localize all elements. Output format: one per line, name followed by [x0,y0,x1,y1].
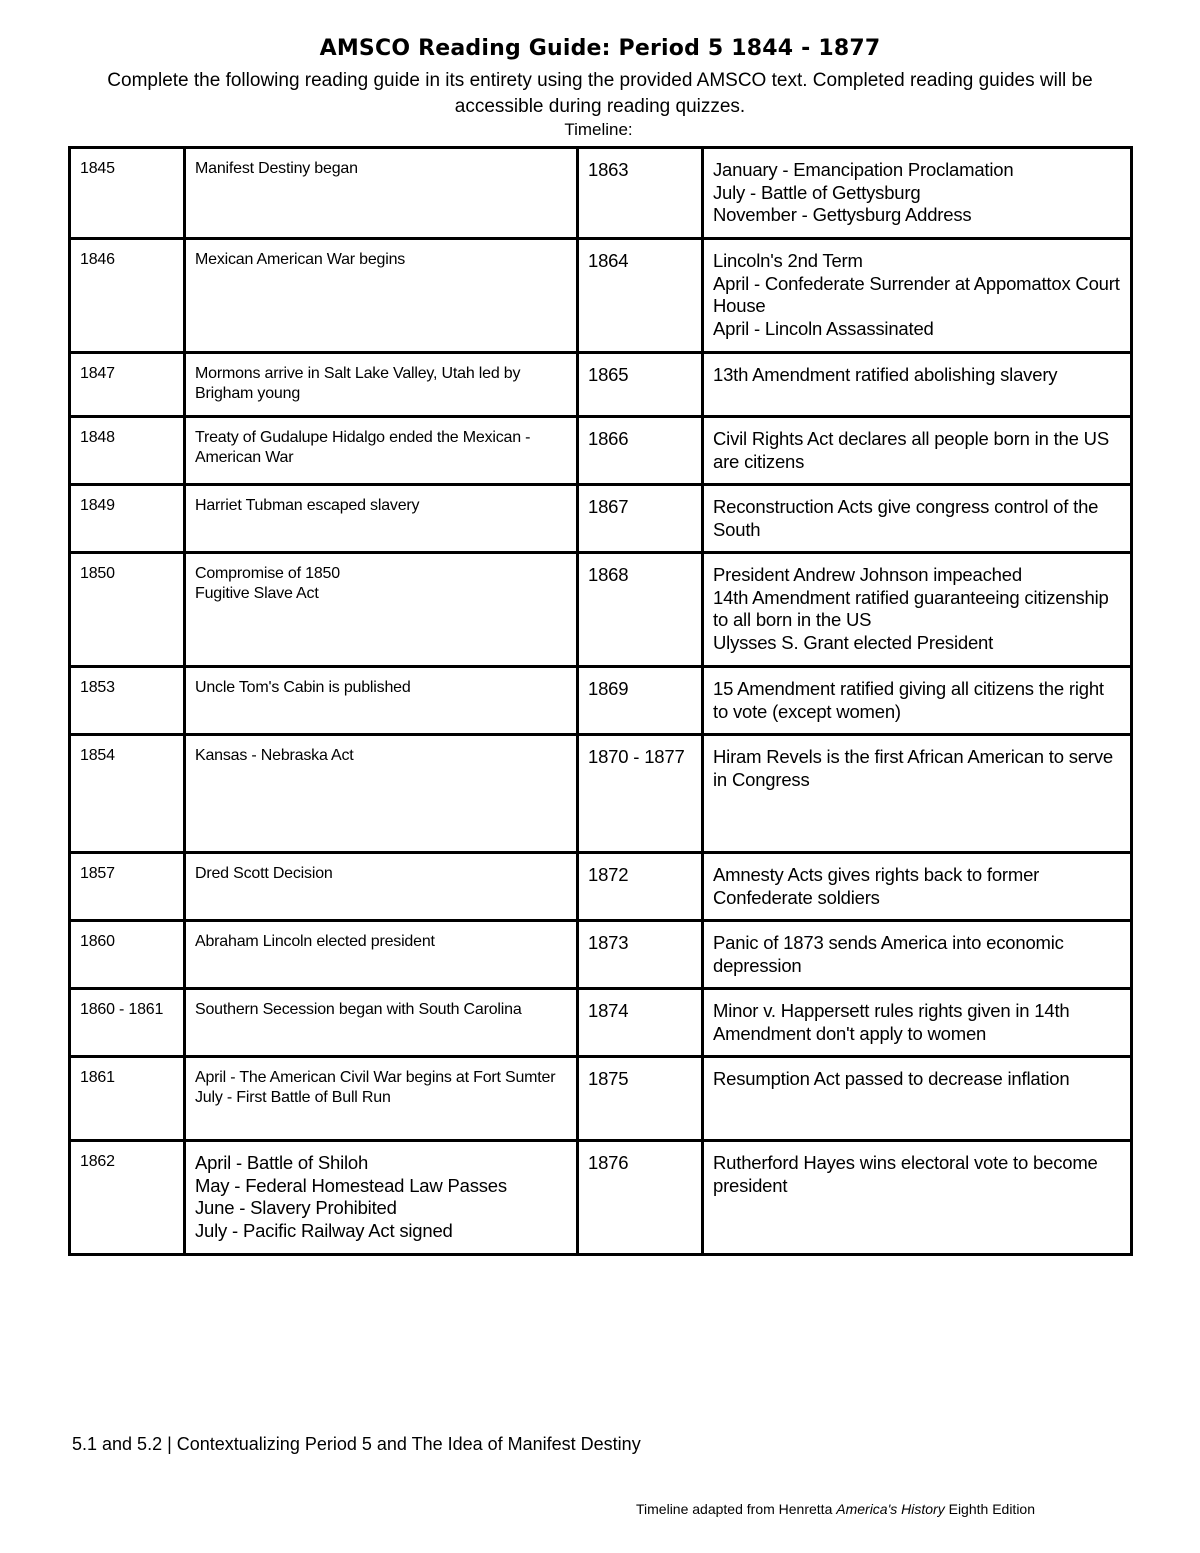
right-year-cell: 1866 [578,417,703,485]
timeline-row [70,921,1132,989]
left-events-cell [185,553,578,667]
timeline-row [70,485,1132,553]
left-year-cell: 1853 [70,667,185,735]
event-line: July - First Battle of Bull Run [195,1089,391,1106]
timeline-label: Timeline: [564,120,633,139]
event-line: Mexican American War begins [195,251,406,268]
timeline-credit [636,1501,1035,1517]
event-line: April - Confederate Surrender at Appomattox Court House [713,272,1125,316]
left-year-cell: 1860 [70,921,185,989]
right-events-cell [703,553,1132,667]
left-events-cell [185,921,578,989]
right-events-cell [703,1141,1132,1255]
right-year-cell: 1874 [578,989,703,1057]
right-events-cell [703,148,1132,239]
right-events-cell [703,353,1132,417]
event-line: June - Slavery Prohibited [195,1197,397,1218]
event-line: Minor v. Happersett rules rights given in 14th Amendment don't apply to women [713,1000,1074,1044]
right-year-cell: 1876 [578,1141,703,1255]
credit-book-title: America's History [836,1501,945,1517]
timeline-table [68,146,1133,1256]
right-year-cell: 1869 [578,667,703,735]
event-line: Resumption Act passed to decrease inflation [713,1068,1070,1089]
left-events-cell [185,485,578,553]
timeline-row [70,1141,1132,1255]
right-events-cell [703,921,1132,989]
right-year-cell: 1864 [578,239,703,353]
left-events-cell [185,667,578,735]
section-heading: 5.1 and 5.2 | Contextualizing Period 5 and The Idea of Manifest Destiny [72,1434,641,1454]
right-events-cell [703,989,1132,1057]
left-events-cell [185,989,578,1057]
timeline-row [70,148,1132,239]
right-year-cell: 1873 [578,921,703,989]
left-events-cell [185,417,578,485]
right-year-cell: 1868 [578,553,703,667]
event-line: 13th Amendment ratified abolishing slavery [713,364,1058,385]
instructions-text: Complete the following reading guide in its entirety using the provided AMSCO text. Completed reading guides will be accessible during reading quizzes. [107,70,1093,117]
event-line: Rutherford Hayes wins electoral vote to become president [713,1152,1103,1196]
event-line: April - Battle of Shiloh [195,1152,369,1173]
event-line: Dred Scott Decision [195,865,333,882]
event-line: Uncle Tom's Cabin is published [195,679,411,696]
event-line: 14th Amendment ratified guaranteeing citizenship to all born in the US [713,586,1114,630]
timeline-row [70,1057,1132,1141]
event-line: Fugitive Slave Act [195,585,319,602]
left-year-cell: 1862 [70,1141,185,1255]
event-line: July - Battle of Gettysburg [713,181,921,203]
right-year-cell: 1867 [578,485,703,553]
credit-prefix: Timeline adapted from Henretta [636,1501,837,1517]
event-line: April - The American Civil War begins at Fort Sumter [195,1069,556,1086]
event-line: July - Pacific Railway Act signed [195,1219,453,1241]
timeline-body [70,148,1132,1255]
left-year-cell: 1849 [70,485,185,553]
left-events-cell [185,239,578,353]
right-year-cell: 1872 [578,853,703,921]
left-year-cell: 1846 [70,239,185,353]
event-line: Reconstruction Acts give congress control of the South [713,496,1104,540]
credit-suffix: Eighth Edition [944,1501,1036,1517]
left-year-cell: 1860 - 1861 [70,989,185,1057]
event-line: Lincoln's 2nd Term [713,250,863,271]
event-line: Kansas - Nebraska Act [195,747,354,764]
right-events-cell [703,485,1132,553]
left-events-cell [185,353,578,417]
event-line: January - Emancipation Proclamation [713,159,1014,180]
event-line: Amnesty Acts gives rights back to former Confederate soldiers [713,864,1045,908]
left-year-cell: 1850 [70,553,185,667]
event-line: Abraham Lincoln elected president [195,933,435,950]
left-events-cell [185,148,578,239]
timeline-row [70,989,1132,1057]
timeline-row [70,239,1132,353]
event-line: 15 Amendment ratified giving all citizens the right to vote (except women) [713,678,1109,722]
timeline-row [70,667,1132,735]
left-year-cell: 1847 [70,353,185,417]
right-year-cell: 1875 [578,1057,703,1141]
right-events-cell [703,239,1132,353]
timeline-row [70,735,1132,853]
timeline-row [70,417,1132,485]
event-line: November - Gettysburg Address [713,204,972,225]
right-year-cell: 1865 [578,353,703,417]
right-year-cell: 1870 - 1877 [578,735,703,853]
left-year-cell: 1845 [70,148,185,239]
right-events-cell [703,735,1132,853]
event-line: Hiram Revels is the first African American to serve in Congress [713,746,1118,790]
right-events-cell [703,417,1132,485]
event-line: Civil Rights Act declares all people born in the US are citizens [713,428,1114,472]
event-line: President Andrew Johnson impeached [713,564,1022,585]
event-line: April - Lincoln Assassinated [713,317,934,339]
left-year-cell: 1854 [70,735,185,853]
right-year-cell: 1863 [578,148,703,239]
event-line: Treaty of Gudalupe Hidalgo ended the Mexican - American War [195,429,534,466]
left-events-cell [185,853,578,921]
left-year-cell: 1857 [70,853,185,921]
event-line: Ulysses S. Grant elected President [713,631,994,653]
right-events-cell [703,1057,1132,1141]
event-line: Panic of 1873 sends America into economic depression [713,932,1069,976]
event-line: Harriet Tubman escaped slavery [195,497,420,514]
event-line: Mormons arrive in Salt Lake Valley, Utah led by Brigham young [195,365,525,402]
timeline-row [70,553,1132,667]
left-events-cell [185,1057,578,1141]
right-events-cell [703,853,1132,921]
left-year-cell: 1848 [70,417,185,485]
left-year-cell: 1861 [70,1057,185,1141]
event-line: Southern Secession began with South Carolina [195,1001,522,1018]
page-title: AMSCO Reading Guide: Period 5 1844 - 1877 [319,36,881,61]
timeline-row [70,853,1132,921]
right-events-cell [703,667,1132,735]
left-events-cell [185,1141,578,1255]
left-events-cell [185,735,578,853]
event-line: May - Federal Homestead Law Passes [195,1174,507,1196]
event-line: Manifest Destiny began [195,160,358,177]
event-line: Compromise of 1850 [195,565,340,582]
timeline-row [70,353,1132,417]
